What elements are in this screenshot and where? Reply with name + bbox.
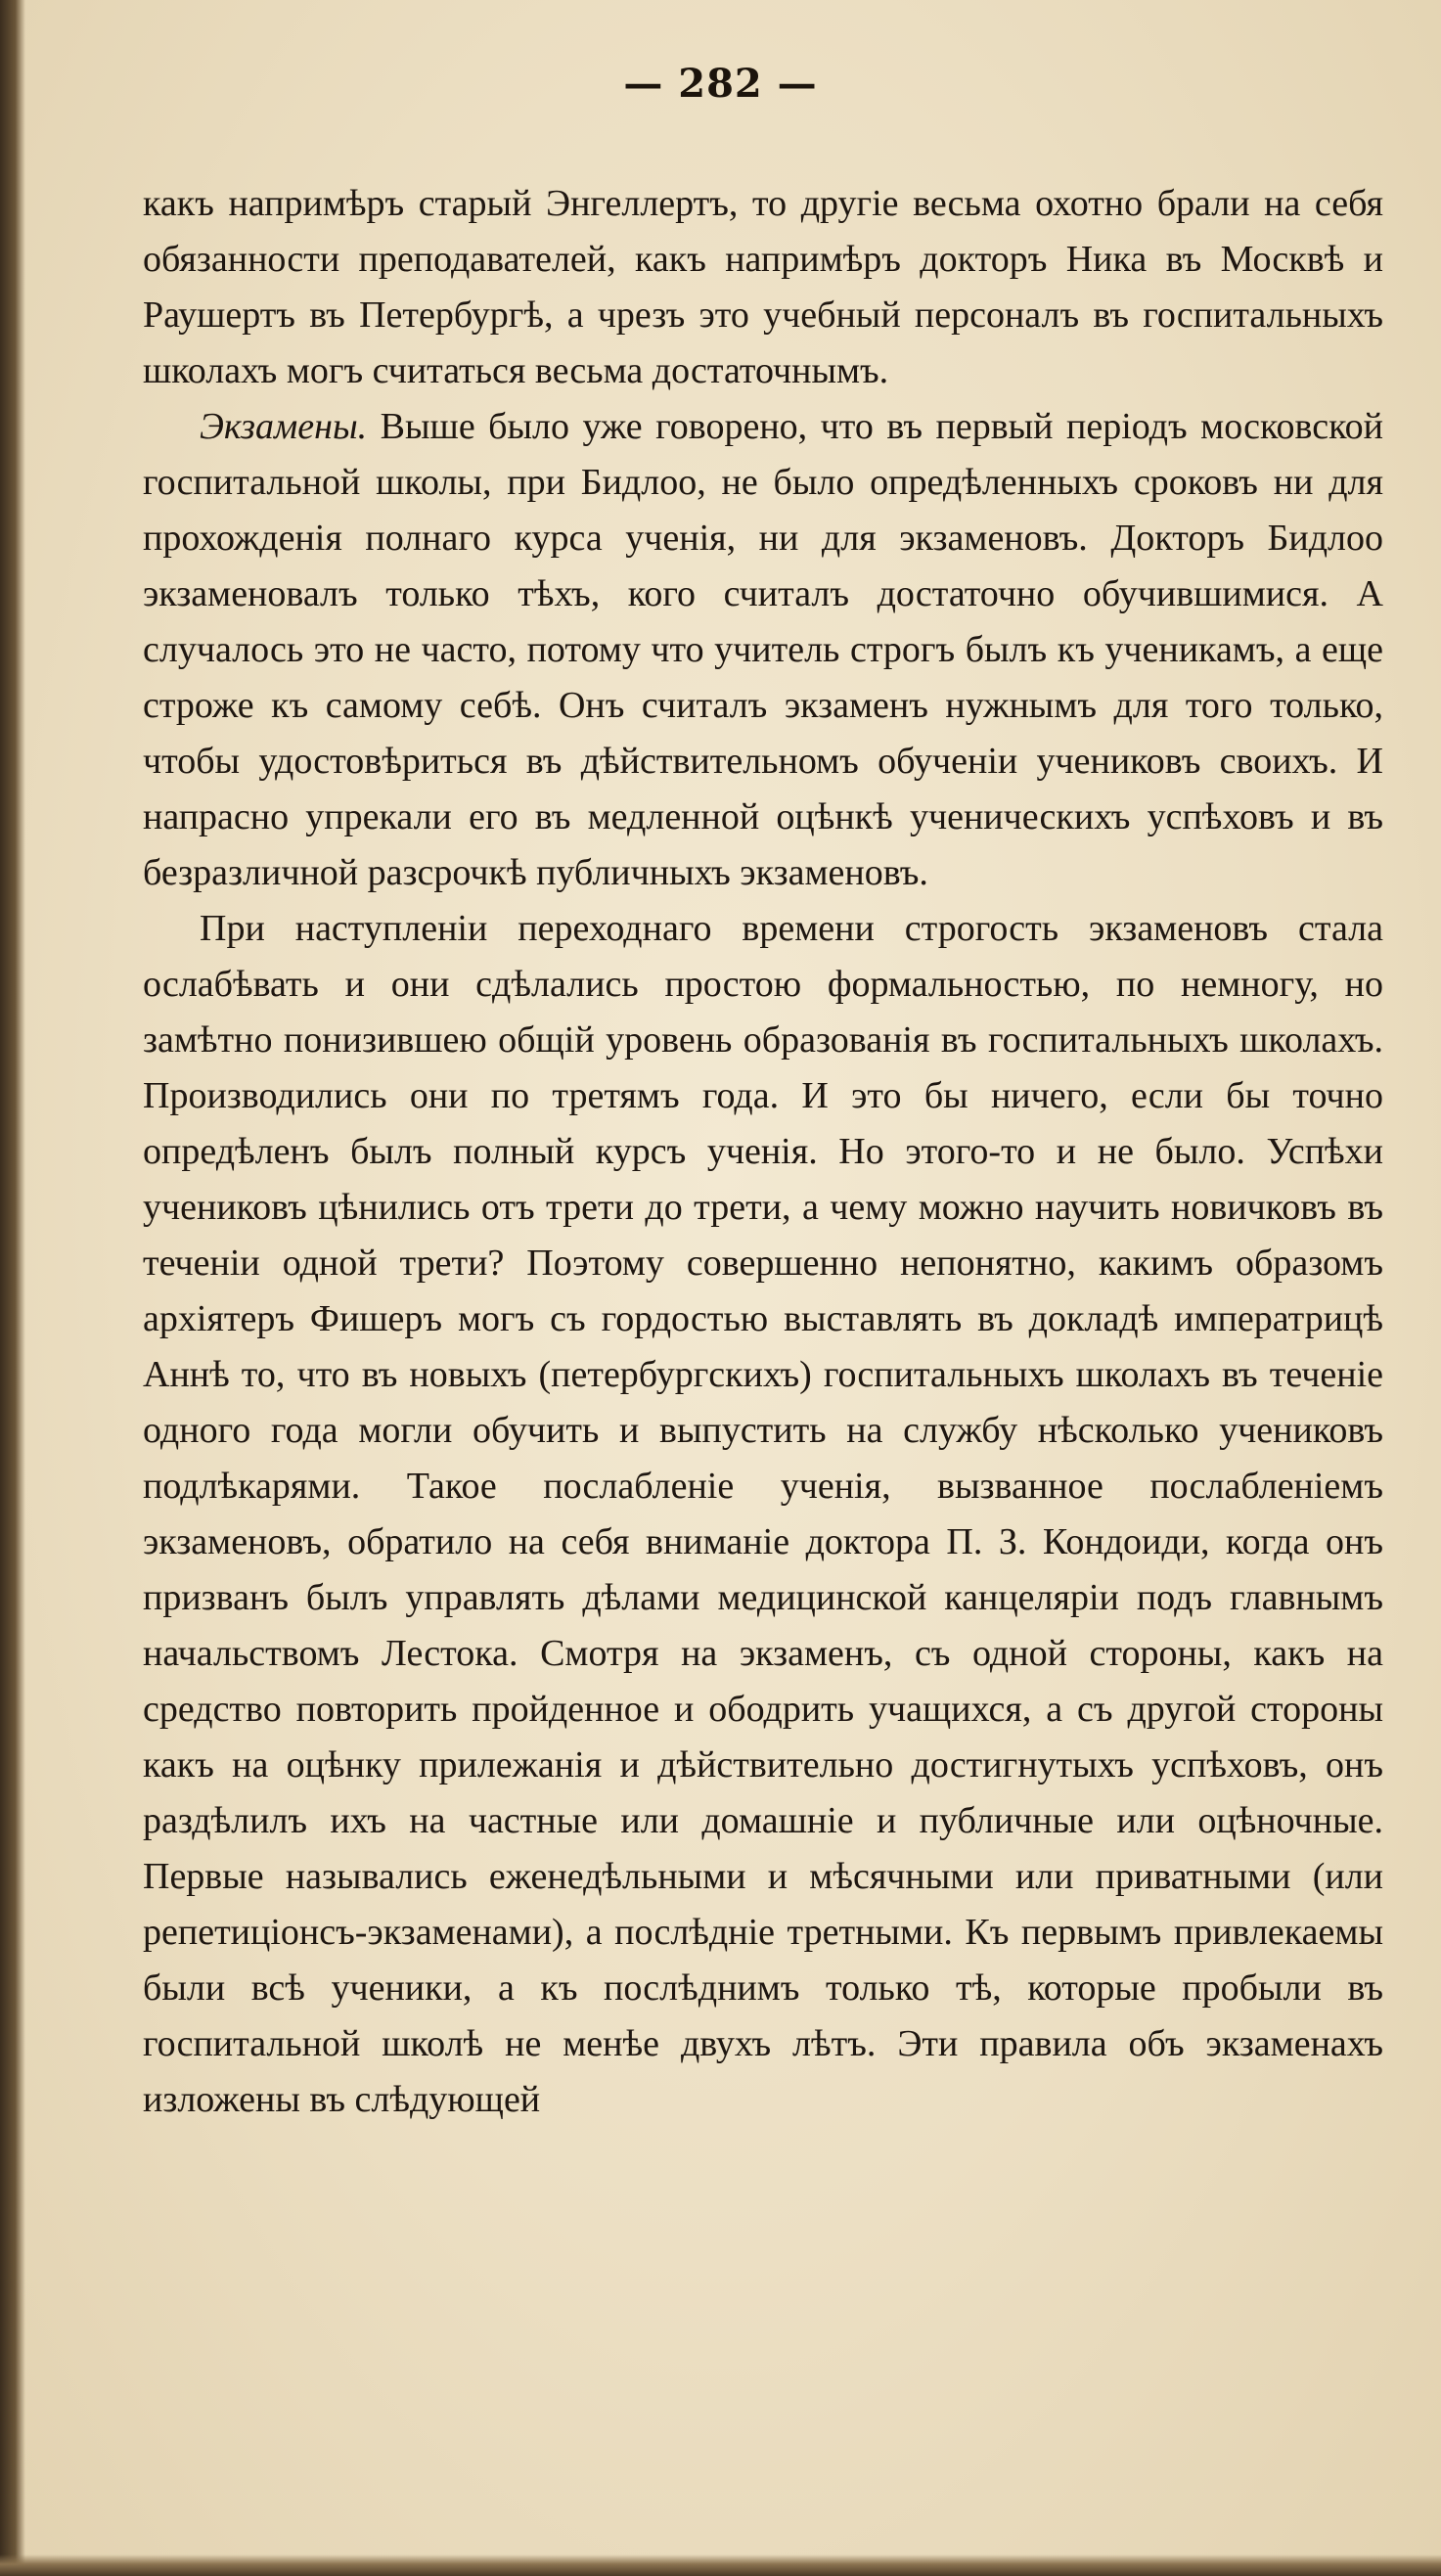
body-text [143,176,1383,2128]
page-binding-shadow [0,0,25,2576]
paragraph-text: какъ напримѣръ старый Энгеллертъ, то другіе весьма охотно брали на себя обязанности преподавателей, какъ напримѣръ докторъ Ника въ Москвѣ и Раушертъ въ Петербургѣ, а чрезъ это учебный персоналъ въ госпитальныхъ школахъ могъ считаться весьма достаточнымъ. [143,183,1383,391]
paragraph-exams [143,399,1383,901]
page-bottom-edge [0,2554,1441,2576]
paragraph-text: При наступленіи переходнаго времени строгость экзаменовъ стала ослабѣвать и они сдѣлались простою формальностью, по немногу, но замѣтно понизившею общій уровень образованія въ госпитальныхъ школахъ. Производились они по третямъ года. И это бы ничего, если бы точно опредѣленъ былъ полный курсъ ученія. Но этого-то и не было. Успѣхи учениковъ цѣнились отъ трети до трети, а чему можно научить новичковъ въ теченіи одной трети? Поэтому совершенно непонятно, какимъ образомъ архіятеръ Фишеръ могъ съ гордостью выставлять въ докладѣ императрицѣ Аннѣ то, что въ новыхъ (петербургскихъ) госпитальныхъ школахъ въ теченіе одного года могли обучить и выпустить на службу нѣсколько учениковъ подлѣкарями. Такое послабленіе ученія, вызванное послабленіемъ экзаменовъ, обратило на себя вниманіе доктора П. З. Кондоиди, когда онъ призванъ былъ управлять дѣлами медицинской канцеляріи подъ главнымъ начальствомъ Лестока. Смотря на экзаменъ, съ одной стороны, какъ на средство повторить пройденное и ободрить учащихся, а съ другой стороны какъ на оцѣнку прилежанія и дѣйствительно достигнутыхъ успѣховъ, онъ раздѣлилъ ихъ на частные или домашніе и публичные или оцѣночные. Первые назывались еженедѣльными и мѣсячными или приватными (или репетиціонсъ-экзаменами), а послѣдніе третными. Къ первымъ привлекаемы были всѣ ученики, а къ послѣднимъ только тѣ, которые пробыли въ госпитальной школѣ не менѣе двухъ лѣтъ. Эти правила объ экзаменахъ изложены въ слѣдующей [143,908,1383,2120]
paragraph-text: Выше было уже говорено, что въ первый періодъ московской госпитальной школы, при Бидлоо, не было опредѣленныхъ сроковъ ни для прохожденія полнаго курса ученія, ни для экзаменовъ. Докторъ Бидлоо экзаменовалъ только тѣхъ, кого считалъ достаточно обучившимися. А случалось это не часто, потому что учитель строгъ былъ къ ученикамъ, а еще строже къ самому себѣ. Онъ считалъ экзаменъ нужнымъ для того только, чтобы удостовѣриться въ дѣйствительномъ обученіи учениковъ своихъ. И напрасно упрекали его въ медленной оцѣнкѣ ученическихъ успѣховъ и въ безразличной разсрочкѣ публичныхъ экзаменовъ. [143,406,1383,893]
paragraph-transition-period [143,901,1383,2128]
section-lead-exams: Экзамены. [200,406,368,447]
paragraph-continuation [143,176,1383,399]
page-number: — 282 — [623,61,818,107]
